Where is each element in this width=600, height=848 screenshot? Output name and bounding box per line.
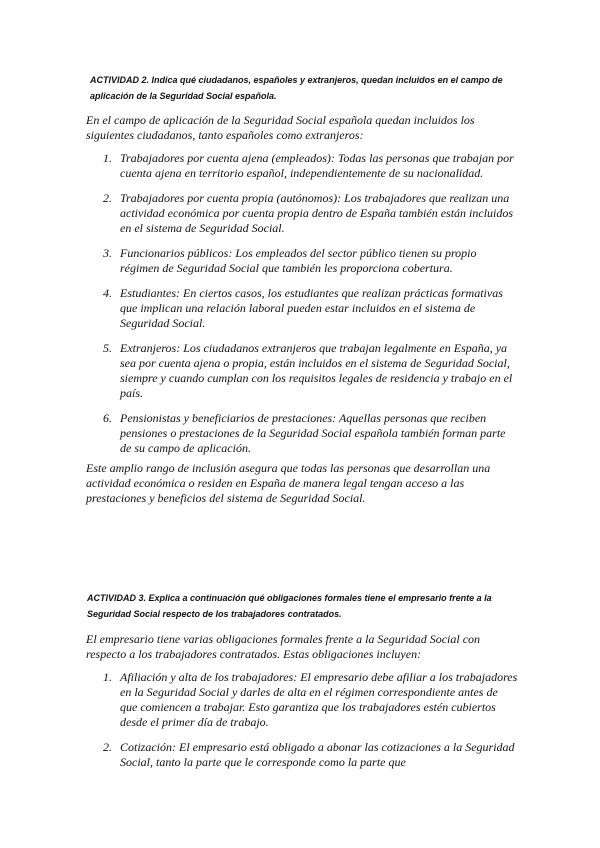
list-item-text: Estudiantes: En ciertos casos, los estudiantes que realizan prácticas formativas que implican una relación laboral pueden estar incluidos en el sistema de Seguridad Social. [120,286,503,330]
list-item-number: 2. [103,740,112,754]
list-item [86,286,518,331]
activity-2-heading: ACTIVIDAD 2. Indica qué ciudadanos, españoles y extranjeros, quedan incluidos en el campo de aplicación de la Seguridad Social española. [90,75,503,101]
list-item [86,151,518,181]
list-item [86,670,518,730]
list-item-text: Extranjeros: Los ciudadanos extranjeros que trabajan legalmente en España, ya sea por cuenta ajena o propia, están incluidos en el sistema de Seguridad Social, siempre y cuando cumplan con los requisitos legales de residencia y trabajo en el país. [120,341,513,400]
list-item-number: 1. [103,670,112,684]
list-item [86,411,518,456]
list-item-text: Afiliación y alta de los trabajadores: El empresario debe afiliar a los trabajadores en la Seguridad Social y darles de alta en el régimen correspondiente antes de que comiencen a trabajar. Esto garantiza que los trabajadores estén cubiertos desde el primer día de trabajo. [120,670,518,729]
activity-3-list [86,670,518,770]
list-item [86,341,518,401]
list-item [86,246,518,276]
list-item-text: Trabajadores por cuenta propia (autónomos): Los trabajadores que realizan una actividad económica por cuenta propia dentro de España también están incluidos en el sistema de Seguridad Social. [120,191,514,235]
activity-2-list [86,151,518,456]
list-item [86,191,518,236]
activity-3-intro: El empresario tiene varias obligaciones formales frente a la Seguridad Social con respecto a los trabajadores contratados. Estas obligaciones incluyen: [86,632,481,661]
list-item-text: Trabajadores por cuenta ajena (empleados): Todas las personas que trabajan por cuenta ajena en territorio español, independientemente de su nacionalidad. [120,151,514,180]
list-item-number: 6. [103,411,112,425]
list-item-text: Cotización: El empresario está obligado a abonar las cotizaciones a la Seguridad Social, tanto la parte que le corresponde como la parte que [120,740,515,769]
list-item-number: 1. [103,151,112,165]
list-item-number: 3. [103,246,112,260]
activity-2-conclusion: Este amplio rango de inclusión asegura que todas las personas que desarrollan una actividad económica o residen en España de manera legal tengan acceso a las prestaciones y beneficios del sistema de Seguridad Social. [86,461,491,505]
list-item [86,740,518,770]
list-item-number: 2. [103,191,112,205]
list-item-number: 4. [103,286,112,300]
list-item-text: Funcionarios públicos: Los empleados del sector público tienen su propio régimen de Seguridad Social que también les proporciona cobertura. [120,246,477,275]
list-item-number: 5. [103,341,112,355]
activity-3-heading: ACTIVIDAD 3. Explica a continuación qué obligaciones formales tiene el empresario frente a la Seguridad Social respecto de los trabajadores contratados. [87,593,492,619]
list-item-text: Pensionistas y beneficiarios de prestaciones: Aquellas personas que reciben pensiones o prestaciones de la Seguridad Social española también forman parte de su campo de aplicación. [120,411,506,455]
activity-2-intro: En el campo de aplicación de la Seguridad Social española quedan incluidos los siguientes ciudadanos, tanto españoles como extranjeros: [86,113,475,142]
